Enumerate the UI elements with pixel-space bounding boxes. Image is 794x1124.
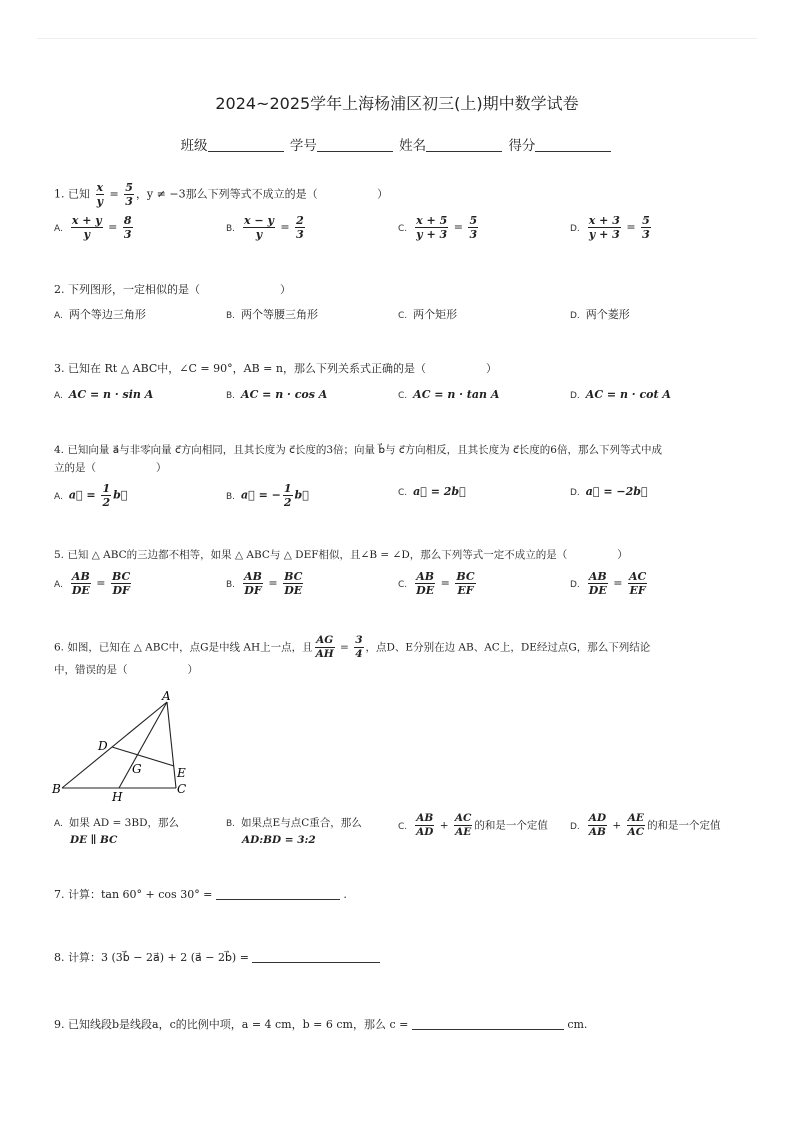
option-fraction	[283, 482, 293, 509]
number-field[interactable]	[317, 139, 393, 152]
q1-fraction-53	[124, 181, 134, 208]
frac-num: 3	[355, 634, 363, 646]
fraction-1	[415, 812, 434, 839]
option-fraction	[588, 214, 621, 241]
fraction-left	[71, 570, 91, 597]
question-text: 已知 △ ABC的三边都不相等，如果 △ ABC与 △ DEF相似，且∠B = ∠D，那么下列等式一定不成立的是（	[67, 549, 568, 561]
label-d: D	[98, 739, 108, 753]
q2-option-b[interactable]	[226, 307, 318, 324]
frac-den: AB	[588, 826, 606, 838]
side-ab	[62, 702, 167, 788]
q1-frac-den: y	[96, 195, 103, 208]
option-label: C.	[398, 488, 408, 498]
frac-num: 1	[283, 482, 292, 495]
frac-num: AB	[588, 570, 607, 583]
number-label: 学号	[289, 138, 317, 154]
option-label: D.	[570, 223, 580, 234]
option-suffix: b⃗	[294, 488, 309, 502]
option-label: D.	[570, 488, 580, 498]
frac-den: 3	[296, 228, 304, 241]
label-e: E	[177, 766, 186, 780]
side-ac	[167, 702, 176, 788]
option-label: C.	[398, 579, 408, 590]
question-3	[54, 360, 497, 378]
fraction-left	[415, 570, 435, 597]
plus-sign: +	[609, 819, 625, 832]
question-text-line1: 已知向量 a⃗与非零向量 c⃗方向相同，且其长度为 c⃗长度的3倍；向量 b⃗与 c⃗方向相反，且其长度为 c⃗长度的6倍，那么下列等式中成	[67, 444, 662, 456]
option-label: B.	[226, 311, 236, 321]
q3-option-a[interactable]	[54, 387, 153, 404]
question-end: .	[343, 888, 347, 901]
score-field[interactable]	[535, 139, 611, 152]
median-ah	[119, 702, 167, 788]
q6-option-a[interactable]	[54, 815, 179, 848]
frac-den: y + 3	[416, 228, 448, 241]
question-close: ）	[280, 283, 291, 296]
q6-fraction-3-4	[354, 634, 363, 661]
question-text: 下列图形，一定相似的是（	[68, 283, 200, 296]
top-divider	[37, 38, 757, 39]
q2-option-a[interactable]	[54, 307, 146, 324]
option-text-line2: DE ∥ BC	[70, 834, 118, 846]
option-result	[295, 214, 305, 241]
q6-eq: =	[336, 641, 353, 654]
question-5	[54, 546, 774, 564]
question-end: cm.	[567, 1018, 588, 1031]
question-number: 1.	[54, 187, 65, 201]
option-text: AC = n · cos A	[241, 388, 328, 401]
option-label: A.	[54, 819, 63, 829]
frac-num: BC	[456, 570, 475, 583]
frac-den: 2	[283, 496, 292, 509]
question-number: 3.	[54, 362, 65, 375]
fraction-left	[243, 570, 263, 597]
frac-num: x + 5	[416, 214, 448, 227]
option-text: 的和是一个定值	[647, 819, 721, 832]
option-label: B.	[226, 491, 236, 502]
option-label: D.	[570, 579, 580, 590]
question-number: 2.	[54, 283, 65, 296]
frac-num: 1	[102, 482, 111, 495]
q1-r-num: 5	[125, 181, 133, 194]
class-label: 班级	[180, 138, 208, 154]
option-fraction	[415, 214, 448, 241]
q1-option-d[interactable]: D. $\frac{x + 3}{y + 3}$ = $\frac{5}{3}$	[570, 214, 650, 241]
question-close: ）	[617, 549, 628, 561]
option-text: AC = n · sin A	[68, 388, 154, 401]
frac-den: 2	[102, 496, 111, 509]
question-number: 6.	[54, 641, 65, 654]
question-close: ）	[485, 362, 497, 375]
question-1	[54, 181, 388, 208]
frac-den: EF	[457, 584, 474, 597]
frac-den: 4	[355, 648, 363, 660]
question-text-cont: ，点D、E分别在边 AB、AC上，DE经过点G，那么下列结论	[365, 641, 651, 654]
question-text-line2: 立的是（	[54, 462, 96, 474]
option-label: D.	[570, 311, 580, 321]
option-label: B.	[226, 579, 236, 590]
frac-num: AC	[628, 570, 647, 583]
frac-num: AD	[588, 812, 607, 824]
option-text-line2: AD:BD = 3:2	[242, 834, 316, 846]
name-field[interactable]	[426, 139, 502, 152]
option-text: a⃗ = −2b⃗	[585, 485, 648, 498]
frac-den: EF	[629, 584, 646, 597]
label-g: G	[132, 762, 142, 776]
frac-den: AE	[455, 826, 472, 838]
frac-num: AB	[416, 570, 435, 583]
page-title: 2024~2025学年上海杨浦区初三(上)期中数学试卷	[215, 94, 579, 113]
frac-num: BC	[284, 570, 303, 583]
question-text: 已知线段b是线段a，c的比例中项，a = 4 cm，b = 6 cm，那么 c =	[68, 1018, 409, 1031]
q1-r-den: 3	[125, 195, 133, 208]
question-number: 8.	[54, 951, 65, 964]
q1-eq: =	[106, 187, 123, 201]
question-number: 5.	[54, 549, 65, 561]
q1-fraction-xy	[96, 181, 105, 208]
fraction-1	[588, 812, 607, 839]
option-text: 的和是一个定值	[474, 819, 548, 832]
option-label: C.	[398, 311, 408, 321]
fraction-right	[455, 570, 475, 597]
plus-sign: +	[436, 819, 452, 832]
q2-option-d[interactable]	[570, 307, 630, 324]
q1-prefix: 已知	[68, 187, 90, 201]
q3-option-b[interactable]	[226, 387, 327, 404]
q5-option-b[interactable]: B. $\frac{AB}{DF}$ = $\frac{BC}{DE}$	[226, 570, 303, 597]
option-text: AC = n · cot A	[585, 388, 671, 401]
answer-blank[interactable]	[412, 1017, 564, 1030]
frac-num: AB	[71, 570, 90, 583]
fraction-2	[454, 812, 473, 839]
option-result	[641, 214, 651, 241]
question-4	[54, 441, 774, 477]
q1-post: ，y ≠ −3那么下列等式不成立的是（	[135, 187, 318, 201]
label-h: H	[112, 790, 123, 804]
frac-den: DF	[112, 584, 130, 597]
label-a: A	[162, 689, 171, 703]
question-number: 7.	[54, 888, 65, 901]
option-label: D.	[570, 391, 580, 401]
fraction-right	[283, 570, 303, 597]
frac-den: 3	[123, 228, 132, 241]
triangle-figure	[50, 688, 200, 806]
frac-den: AD	[416, 826, 434, 838]
question-9	[54, 1016, 587, 1034]
q2-option-c[interactable]	[398, 307, 457, 324]
option-text: a⃗ = 2b⃗	[413, 485, 466, 498]
question-6	[54, 634, 774, 679]
frac-den: 3	[642, 228, 650, 241]
option-label: B.	[226, 391, 236, 401]
question-2	[54, 281, 291, 299]
frac-den: DE	[71, 584, 90, 597]
student-info-row	[0, 134, 794, 154]
q5-option-c[interactable]: C. $\frac{AB}{DE}$ = $\frac{BC}{EF}$	[398, 570, 475, 597]
option-text: AC = n · tan A	[413, 388, 500, 401]
option-text: 两个等腰三角形	[241, 308, 319, 321]
q1-option-a[interactable]: A. $\frac{x + y}{y}$ = $\frac{8}{3}$	[54, 214, 132, 241]
q4-option-b[interactable]	[226, 482, 309, 509]
q1-option-b[interactable]: B. $\frac{x - y}{y}$ = $\frac{2}{3}$	[226, 214, 304, 241]
option-text-line1: 如果点E与点C重合，那么	[241, 817, 362, 829]
class-field[interactable]	[208, 139, 284, 152]
frac-num: AC	[454, 812, 472, 824]
label-c: C	[177, 782, 187, 796]
option-label: A.	[54, 311, 63, 321]
question-close: ）	[187, 664, 198, 676]
frac-den: DF	[244, 584, 262, 597]
frac-num: AE	[627, 812, 644, 824]
question-text-line2: 中，错误的是（	[54, 664, 128, 676]
frac-den: AC	[627, 826, 645, 838]
frac-num: BC	[112, 570, 131, 583]
q4-option-c[interactable]	[398, 484, 466, 501]
question-close: ）	[156, 462, 167, 474]
question-8	[54, 949, 380, 967]
frac-num: x + 3	[588, 214, 620, 227]
question-text: 已知在 Rt △ ABC中，∠C = 90°，AB = n，那么下列关系式正确的是（	[68, 362, 426, 375]
q3-option-c[interactable]	[398, 387, 499, 404]
option-label: B.	[226, 223, 236, 234]
frac-den: y + 3	[588, 228, 620, 241]
option-text: 两个矩形	[413, 308, 458, 321]
score-label: 得分	[508, 138, 536, 154]
question-text: 如图，已知在 △ ABC中，点G是中线 AH上一点，且	[67, 641, 313, 654]
q6-option-d[interactable]	[570, 812, 721, 839]
option-label: A.	[54, 391, 63, 401]
frac-den: DE	[284, 584, 303, 597]
option-fraction	[243, 214, 275, 241]
option-label: B.	[226, 819, 236, 829]
q4-option-d[interactable]	[570, 484, 648, 501]
frac-den: y	[83, 228, 90, 241]
option-suffix: b⃗	[113, 488, 128, 502]
option-label: C.	[398, 391, 408, 401]
option-fraction	[101, 482, 111, 509]
option-label: A.	[54, 223, 63, 234]
q1-option-c[interactable]: C. $\frac{x + 5}{y + 3}$ = $\frac{5}{3}$	[398, 214, 478, 241]
question-7	[54, 886, 347, 904]
option-text-line1: 如果 AD = 3BD，那么	[68, 817, 179, 829]
answer-blank[interactable]	[252, 950, 380, 963]
fraction-left	[588, 570, 608, 597]
q6-option-b[interactable]	[226, 815, 362, 848]
option-label: A.	[54, 579, 63, 590]
frac-den: AH	[315, 648, 334, 660]
frac-den: DE	[588, 584, 607, 597]
frac-num: 8	[123, 214, 132, 227]
option-result	[123, 214, 133, 241]
option-result	[468, 214, 478, 241]
question-number: 9.	[54, 1018, 65, 1031]
q6-option-c[interactable]	[398, 812, 548, 839]
q3-option-d[interactable]	[570, 387, 671, 404]
frac-num: AB	[416, 812, 434, 824]
option-label: C.	[398, 223, 408, 234]
answer-blank[interactable]	[216, 887, 340, 900]
frac-den: DE	[416, 584, 435, 597]
segment-de	[112, 747, 174, 766]
q1-close: ）	[377, 187, 389, 201]
label-b: B	[52, 782, 61, 796]
frac-num: AG	[316, 634, 334, 646]
q5-option-a[interactable]: A. $\frac{AB}{DE}$ = $\frac{BC}{DF}$	[54, 570, 131, 597]
option-prefix: a⃗ =	[68, 488, 100, 502]
fraction-right	[111, 570, 131, 597]
name-label: 姓名	[399, 138, 427, 154]
q1-frac-num: x	[96, 181, 104, 194]
question-text: 计算：tan 60° + cos 30° =	[68, 888, 213, 901]
frac-num: 2	[296, 214, 304, 227]
option-label: A.	[54, 491, 63, 502]
q5-option-d[interactable]: D. $\frac{AB}{DE}$ = $\frac{AC}{EF}$	[570, 570, 647, 597]
frac-num: AB	[244, 570, 262, 583]
frac-den: 3	[469, 228, 478, 241]
frac-den: y	[255, 228, 263, 241]
option-label: C.	[398, 821, 408, 832]
frac-num: x + y	[71, 214, 102, 227]
option-prefix: a⃗ = −	[241, 488, 281, 502]
fraction-2	[627, 812, 646, 839]
q4-option-a[interactable]	[54, 482, 127, 509]
frac-num: x − y	[244, 214, 274, 227]
question-text: 计算：3 (3b⃗ − 2a⃗) + 2 (a⃗ − 2b⃗) =	[68, 951, 249, 964]
frac-num: 5	[469, 214, 478, 227]
frac-num: 5	[642, 214, 650, 227]
fraction-right	[628, 570, 647, 597]
option-label: D.	[570, 821, 580, 832]
q6-fraction-ag-ah	[315, 634, 335, 661]
option-text: 两个等边三角形	[68, 308, 146, 321]
option-fraction	[71, 214, 103, 241]
question-number: 4.	[54, 444, 65, 456]
option-text: 两个菱形	[585, 308, 630, 321]
